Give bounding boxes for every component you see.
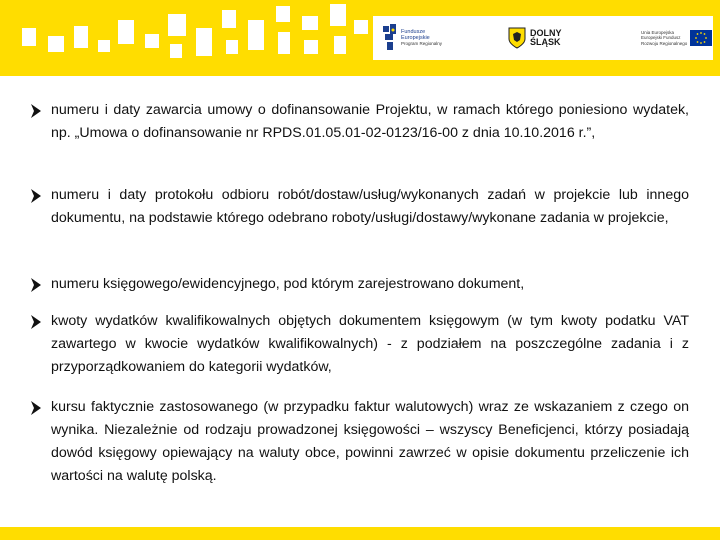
arrow-bullet-icon [30,101,42,121]
decor-square [302,16,318,30]
dolny-slask-logo [508,22,578,54]
decor-square [278,32,290,54]
list-item-4: kwoty wydatków kwalifikowalnych objętych dokumentem księgowym (w tym kwoty podatku VAT zawartego w kwocie wydatków kwalifikowalnych) - z podziałem na poszczególne zadania i z przyporządkowaniem do kategorii wydatków, [51,313,689,375]
arrow-bullet-icon [30,186,42,206]
arrow-bullet-icon [30,275,42,295]
decor-square [145,34,159,48]
fundusze-europejskie-emblem-icon [383,24,397,52]
coat-of-arms-icon [508,27,526,49]
list-item-3: numeru księgowego/ewidencyjnego, pod którym zarejestrowano dokument, [51,276,525,292]
arrow-bullet-icon [30,312,42,332]
decor-square [226,40,238,54]
unia-line-3: Rozwoju Regionalnego [641,40,688,46]
decor-square [276,6,290,22]
footer-band [0,527,720,540]
decor-square [22,28,36,46]
decor-square [48,36,64,52]
eu-flag-icon [690,30,712,46]
decor-square [330,4,346,26]
decor-square [170,44,182,58]
decor-square [98,40,110,52]
decor-square [334,36,346,54]
decor-square [248,20,264,50]
unia-line-1: Unia Europejska [641,29,675,35]
arrow-bullet-icon [30,398,42,418]
fundusze-europejskie-logo [383,22,483,54]
fundusze-line-1: Fundusze [401,29,426,36]
dolny-slask-line-2: ŚLĄSK [530,37,561,47]
logo-strip [373,16,713,60]
fundusze-line-3: Program Regionalny [401,41,443,47]
header-band [0,0,720,76]
list-item-1: numeru i daty zawarcia umowy o dofinansowanie Projektu, w ramach którego poniesiono wydatek, np. „Umowa o dofinansowanie nr RPDS.01.05.01-02-0123/16-00 z dnia 10.10.2016 r.”, [51,102,689,141]
decor-square [118,20,134,44]
decor-square [222,10,236,28]
decor-square [304,40,318,54]
decor-square [354,20,368,34]
list-item-2: numeru i daty protokołu odbioru robót/dostaw/usług/wykonanych zadań w projekcie lub innego dokumentu, na podstawie którego odebrano roboty/usługi/dostawy/wykonane zadania w projekcie, [51,187,689,226]
decor-square [74,26,88,48]
unia-line-2: Europejski Fundusz [641,35,681,41]
dolny-slask-line-1: DOLNY [530,28,562,38]
decor-square [196,28,212,56]
fundusze-line-2: Europejskie [401,35,430,42]
list-item-5: kursu faktycznie zastosowanego (w przypadku faktur walutowych) wraz ze wskazaniem z czego on wynika. Niezależnie od rodzaju prowadzonej księgowości – wszyscy Beneficjenci, którzy posiadają dowód księgowy opiewający na waluty obce, powinni zawrzeć w opisie dokumentu przeliczenie ich wartości na walutę polską. [51,399,689,484]
unia-europejska-logo [641,22,713,54]
decor-square [168,14,186,36]
